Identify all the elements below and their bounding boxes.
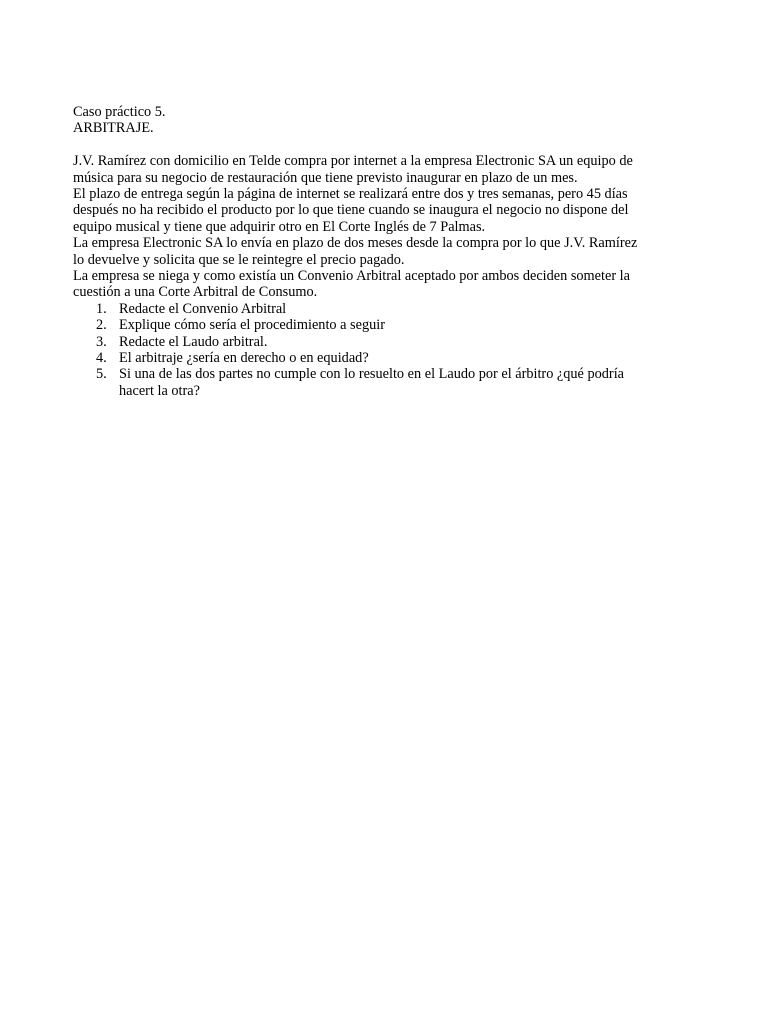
- question-item: [73, 317, 713, 333]
- question-item: [73, 350, 713, 366]
- paragraph-line: cuestión a una Corte Arbitral de Consumo.: [73, 284, 318, 301]
- paragraph-line: J.V. Ramírez con domicilio en Telde compra por internet a la empresa Electronic SA un equipo de: [73, 153, 633, 170]
- paragraph-line: música para su negocio de restauración que tiene previsto inaugurar en plazo de un mes.: [73, 169, 578, 186]
- question-text: Redacte el Convenio Arbitral: [119, 300, 287, 317]
- question-text-continued: hacert la otra?: [119, 382, 200, 399]
- paragraph-line: La empresa se niega y como existía un Convenio Arbitral aceptado por ambos deciden someter la: [73, 268, 630, 285]
- topic-heading: ARBITRAJE.: [73, 120, 154, 137]
- question-list: [73, 301, 713, 399]
- paragraph-line: equipo musical y tiene que adquirir otro en El Corte Inglés de 7 Palmas.: [73, 218, 486, 235]
- question-text: Explique cómo sería el procedimiento a seguir: [119, 317, 385, 334]
- document-page: [73, 104, 713, 399]
- question-text: El arbitraje ¿sería en derecho o en equidad?: [119, 350, 369, 367]
- paragraph-line: lo devuelve y solicita que se le reintegre el precio pagado.: [73, 251, 405, 268]
- blank-line: [73, 137, 713, 153]
- question-item: [73, 366, 713, 399]
- question-number: 4.: [96, 350, 107, 367]
- paragraph-3: [73, 235, 713, 268]
- question-text: Si una de las dos partes no cumple con lo resuelto en el Laudo por el árbitro ¿qué podría: [119, 366, 625, 383]
- question-item: [73, 301, 713, 317]
- question-number: 3.: [96, 333, 107, 350]
- paragraph-1: [73, 153, 713, 186]
- question-text: Redacte el Laudo arbitral.: [119, 333, 268, 350]
- question-number: 2.: [96, 317, 107, 334]
- question-item: [73, 334, 713, 350]
- case-title: Caso práctico 5.: [73, 104, 166, 120]
- paragraph-2: [73, 186, 713, 235]
- paragraph-line: después no ha recibido el producto por lo que tiene cuando se inaugura el negocio no dispone del: [73, 202, 629, 219]
- question-number: 1.: [96, 300, 107, 317]
- question-number: 5.: [96, 366, 107, 383]
- paragraph-4: [73, 268, 713, 301]
- paragraph-line: El plazo de entrega según la página de internet se realizará entre dos y tres semanas, pero 45 días: [73, 186, 628, 203]
- paragraph-line: La empresa Electronic SA lo envía en plazo de dos meses desde la compra por lo que J.V. Ramírez: [73, 235, 638, 252]
